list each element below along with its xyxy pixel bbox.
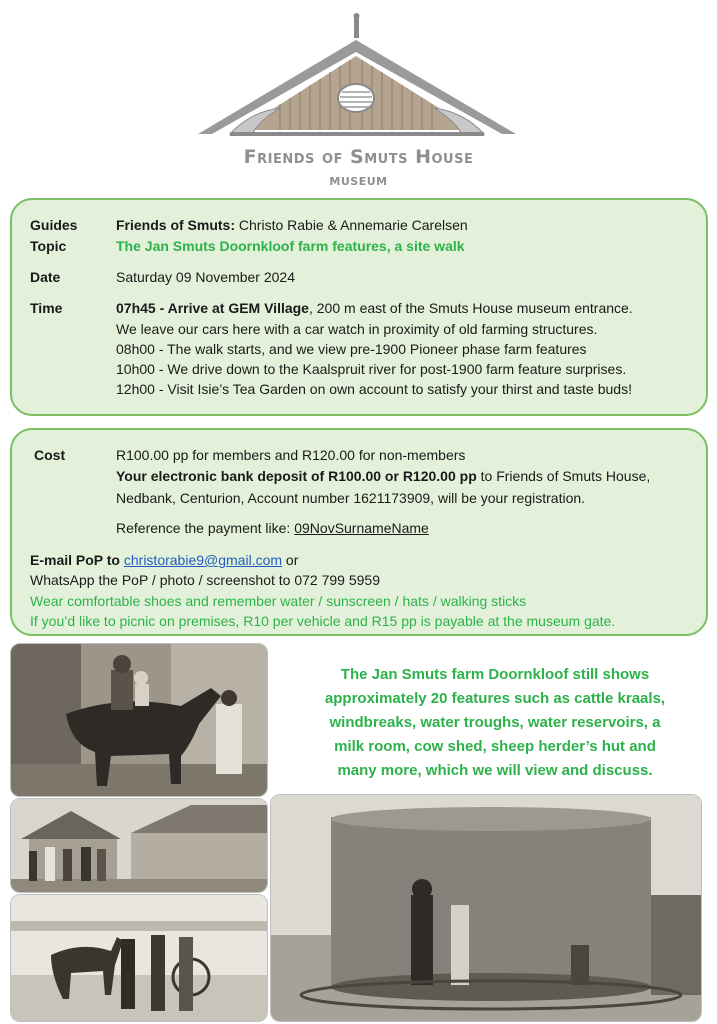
reference-value: 09NovSurnameName: [294, 520, 429, 536]
house-gable-logo-icon: [190, 12, 525, 147]
logo-title-line1: Friends of Smuts House: [243, 146, 474, 168]
cost-label: Cost: [34, 447, 66, 463]
time-line-3: 08h00 - The walk starts, and we view pre-1900 Pioneer phase farm features: [116, 341, 587, 357]
email-line: [30, 552, 298, 568]
arrival-details: , 200 m east of the Smuts House museum entrance.: [308, 300, 633, 316]
museum-logo: [190, 12, 525, 147]
deposit-amount: Your electronic bank deposit of R100.00 or R120.00 pp: [116, 468, 477, 484]
time-line-2: We leave our cars here with a car watch in proximity of old farming structures.: [116, 321, 598, 337]
cost-value: R100.00 pp for members and R120.00 for non-members: [116, 447, 466, 463]
guides-org: Friends of Smuts:: [116, 217, 236, 233]
photo-water-reservoir: [270, 794, 702, 1022]
feature-line-1: The Jan Smuts farm Doornkloof still shows: [340, 666, 650, 683]
photo-horse-cart: [10, 894, 268, 1022]
deposit-recipient: to Friends of Smuts House,: [476, 468, 651, 484]
time-line-5: 12h00 - Visit Isie’s Tea Garden on own account to satisfy your thirst and taste buds!: [116, 381, 632, 397]
photo-farm-buildings: [10, 798, 268, 893]
whatsapp-line: WhatsApp the PoP / photo / screenshot to 072 799 5959: [30, 572, 380, 588]
logo-title-line2: museum: [329, 171, 388, 189]
email-label: E-mail PoP to: [30, 552, 124, 568]
guides-value: [116, 217, 468, 233]
date-label: Date: [30, 269, 61, 285]
email-link[interactable]: christorabie9@gmail.com: [123, 552, 283, 568]
shoes-line: Wear comfortable shoes and remember water / sunscreen / hats / walking sticks: [30, 593, 527, 609]
reference-line: [116, 520, 429, 536]
reference-text: Reference the payment like:: [116, 520, 295, 536]
photo-horse-rider: [10, 643, 268, 797]
email-or: or: [282, 552, 299, 568]
deposit-line-2: Nedbank, Centurion, Account number 1621173909, will be your registration.: [116, 490, 586, 506]
feature-line-2: approximately 20 features such as cattle kraals,: [324, 690, 666, 707]
time-line-4: 10h00 - We drive down to the Kaalspruit river for post-1900 farm feature surprises.: [116, 361, 627, 377]
time-label: Time: [30, 300, 63, 316]
feature-line-5: many more, which we will view and discuss.: [337, 762, 653, 779]
date-value: Saturday 09 November 2024: [116, 269, 295, 285]
deposit-line-1: [116, 468, 650, 484]
feature-description: [282, 663, 708, 783]
guides-label: Guides: [30, 217, 78, 233]
topic-label: Topic: [30, 238, 67, 254]
time-line-1: [116, 300, 633, 316]
feature-line-3: windbreaks, water troughs, water reservoirs, a: [329, 714, 661, 731]
arrival-time: 07h45 - Arrive at GEM Village: [116, 300, 309, 316]
guides-names: Christo Rabie & Annemarie Carelsen: [235, 217, 468, 233]
feature-line-4: milk room, cow shed, sheep herder’s hut and: [334, 738, 656, 755]
picnic-line: If you’d like to picnic on premises, R10 per vehicle and R15 pp is payable at the museum gate.: [30, 613, 616, 629]
topic-value: The Jan Smuts Doornkloof farm features, a site walk: [116, 238, 465, 254]
